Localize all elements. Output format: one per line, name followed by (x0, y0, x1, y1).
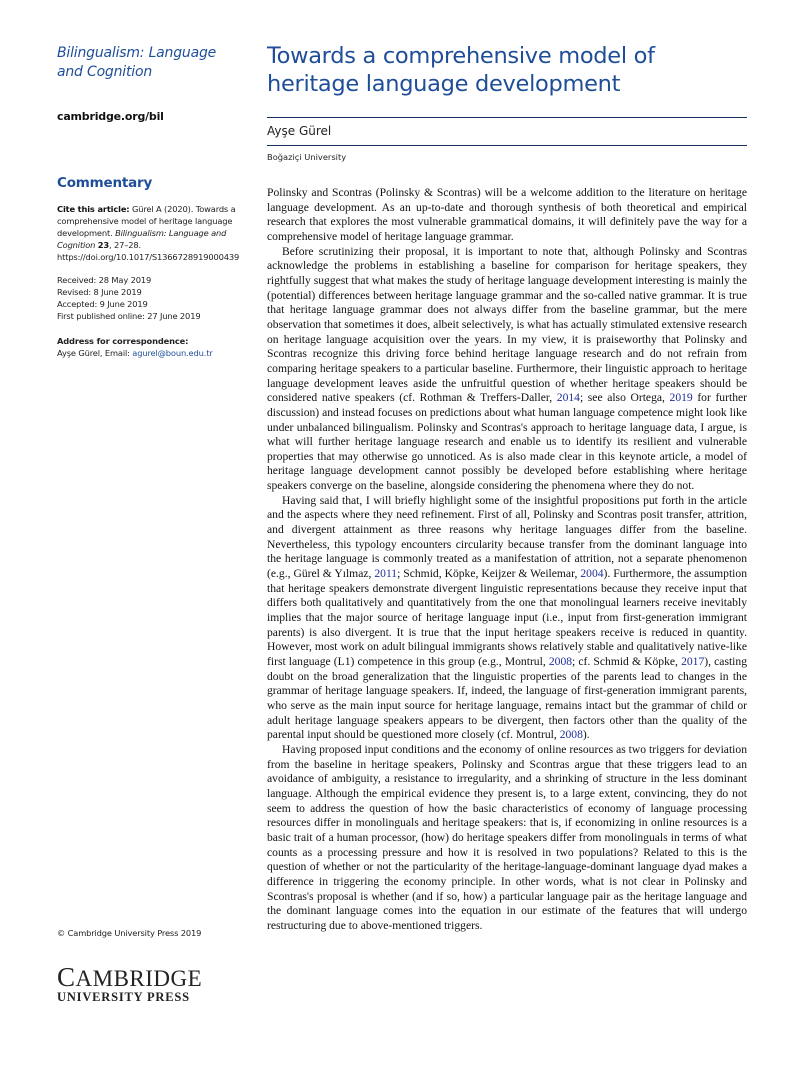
citation-doi[interactable]: , 27–28. https://doi.org/10.1017/S1366728919000439 (57, 240, 240, 262)
reference-link[interactable]: 2017 (681, 655, 705, 668)
paragraph-text: ). (582, 728, 590, 742)
paragraph-text: ; Schmid, Köpke, Keijzer & Weilemar, (397, 567, 581, 581)
author-affiliation: Boğaziçi University (267, 152, 347, 162)
correspondence-name: Ayşe Gürel, Email: (57, 348, 133, 358)
body-paragraph (267, 743, 747, 934)
paragraph-text: ; see also Ortega, (579, 391, 670, 405)
reference-link[interactable]: 2008 (548, 655, 573, 668)
sidebar (57, 44, 245, 1004)
reference-link[interactable]: 2004 (580, 567, 604, 581)
citation-label: Cite this article: (57, 204, 130, 214)
copyright-notice: © Cambridge University Press 2019 (57, 928, 202, 938)
correspondence-block (57, 335, 213, 359)
reference-link[interactable]: 2008 (559, 728, 583, 742)
cambridge-logo (57, 962, 203, 1004)
journal-title: Bilingualism: Language and Cognition (57, 45, 217, 80)
body-paragraph (267, 186, 747, 245)
citation-block (57, 203, 245, 263)
published-date: First published online: 27 June 2019 (57, 311, 201, 321)
author-name: Ayşe Gürel (267, 124, 332, 138)
reference-link[interactable]: 2011 (374, 567, 398, 581)
paragraph-text: for further discussion) and instead focuses on predictions about what human language competence might look like under unbalanced bilingualism. Polinsky and Scontras's approach to heritage language data, I argue, is what will further heritage language research and enable us to identify its resilient and vulnerable properties that may otherwise go unnoticed. As is also made clear in this keynote article, a model of heritage language development cannot possibly be developed before establishing where heritage speakers converge on the baseline, alongside considering the phenomena where they do not. (267, 391, 747, 493)
paragraph-text: Before scrutinizing their proposal, it is important to note that, although Polinsky and Scontras acknowledge the problems in establishing a baseline for comparison for heritage speakers, they rightfully suggest that what makes the study of heritage language development interesting is mainly the (potential) differences between heritage language grammar and the so-called native grammar. It is true that heritage language grammar does not always differ from the baseline grammar, but the mere observation that sometimes it does, albeit selectively, is what has actually stimulated extensive research on heritage language acquisition over the years. In my view, it is praiseworthy that Polinsky and Scontras recognize this driving force behind heritage language research and do not refrain from comparing heritage speakers to a particular baseline. Furthermore, their linguistic approach to heritage language development leaves aside the unfruitful question of whether heritage speakers should be considered native speakers (cf. Rothman & Treffers-Daller, (267, 244, 747, 405)
correspondence-label: Address for correspondence: (57, 336, 189, 346)
paragraph-text: Polinsky and Scontras (Polinsky & Scontras) will be a welcome addition to the literature on heritage language development. As an up-to-date and thorough synthesis of both theoretical and empirical research that explores the most vulnerable grammatical domains, it will definitely pave the way for a comprehensive model of heritage language grammar. (267, 186, 747, 243)
logo-initial: C (57, 962, 76, 992)
revised-date: Revised: 8 June 2019 (57, 287, 142, 297)
journal-site-link[interactable]: cambridge.org/bil (57, 110, 164, 123)
article-title: Towards a comprehensive model of heritage language development (267, 43, 655, 97)
paragraph-text: ). Furthermore, the assumption that heritage speakers demonstrate divergent linguistic representations because they receive input that differs both qualitatively and quantitatively from the one that monolingual learners receive inevitably implies that the major source of heritage language input (i.e., input from first-generation immigrant parents) is also divergent. It is true that the input heritage speakers receive is reduced in quantity. However, most work on adult bilingual immigrants shows relatively stable and qualitatively native-like first language (L1) competence in this group (e.g., Montrul, (267, 567, 747, 668)
reference-link[interactable]: 2014 (556, 391, 580, 405)
paragraph-text: ), casting doubt on the broad generalization that the linguistic properties of the parents lead to changes in the grammar of heritage language speakers. If, indeed, the language of first-generation immigrant parents, who serve as the main input source for heritage language, remains intact but the grammar of child or adult heritage language speakers appears to be divergent, then factors other than the quality of the parental input should be questioned more closely (cf. Montrul, (267, 655, 747, 742)
paragraph-text: ; cf. Schmid & Köpke, (572, 655, 682, 668)
divider (267, 145, 747, 146)
logo-line2: UNIVERSITY PRESS (57, 990, 190, 1004)
dates-block (57, 274, 200, 322)
article-main (267, 42, 747, 933)
accepted-date: Accepted: 9 June 2019 (57, 299, 148, 309)
paragraph-text: Having said that, I will briefly highlight some of the insightful propositions put forth in the article and the aspects where they need refinement. First of all, Polinsky and Scontras posit transfer, attrition, and divergent attainment as three reasons why heritage languages differ from the baseline. Nevertheless, this typology encounters circularity because transfer from the dominant language into the heritage language is commonly treated as a manifestation of attrition, not a separate phenomenon (e.g., Gürel & Yılmaz, (267, 493, 747, 581)
article-type-label: Commentary (57, 175, 153, 191)
logo-line1: AMBRIDGE (75, 966, 203, 991)
received-date: Received: 28 May 2019 (57, 275, 152, 285)
citation-text: Gürel A (2020). Towards a comprehensive model of heritage language development. (57, 204, 236, 238)
citation-volume: 23 (97, 240, 109, 250)
citation-journal: Bilingualism: Language and Cognition (57, 228, 227, 250)
reference-link[interactable]: 2019 (669, 391, 693, 405)
paragraph-text: Having proposed input conditions and the economy of online resources as two triggers for deviation from the baseline in heritage speakers, Polinsky and Scontras argue that these triggers lead to an avoidance of ambiguity, a resistance to irregularity, and a shrinking of structure in the less dominant language. Although the empirical evidence they present is, to a large extent, convincing, they do not seem to address the question of how the basic characteristics of economy of language processing resources differ in monolinguals and heritage speakers: that is, if economizing in online resources is a basic trait of a human processor, (how) do heritage speakers differ from monolinguals in terms of what counts as a processing pressure and how it is resolved in two populations? Related to this is the question of whether or not the particularity of the heritage-language-dominant language dyad makes a difference in triggering the economy principle. In other words, what is not clear in Polinsky and Scontras's proposal is whether (and if so, how) a particular language pair as the heritage language and the dominant language comes into the equation in our estimate of the features that will undergo restructuring due to above-mentioned triggers. (267, 742, 747, 932)
article-body (267, 186, 747, 933)
correspondence-email-link[interactable]: agurel@boun.edu.tr (132, 348, 213, 358)
body-paragraph (267, 494, 747, 743)
body-paragraph (267, 245, 747, 494)
